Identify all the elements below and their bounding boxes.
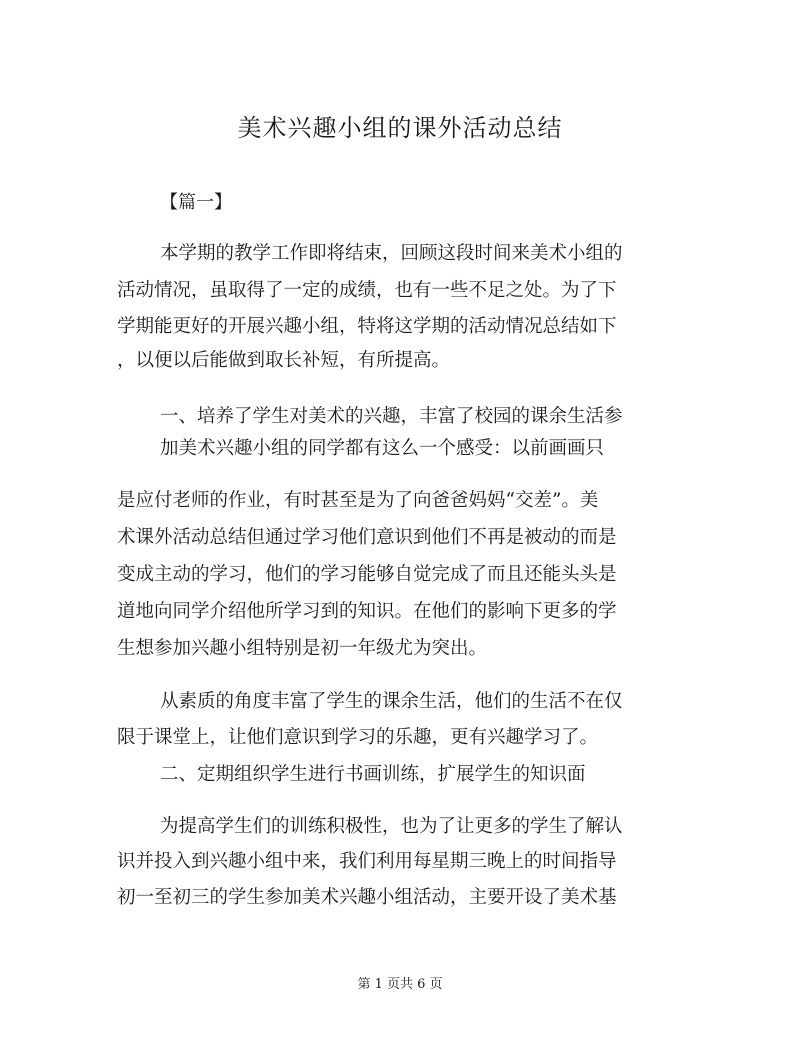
- body-line: 生想参加兴趣小组特别是初一年级尤为突出。: [117, 638, 488, 659]
- body-line: 活动情况，虽取得了一定的成绩，也有一些不足之处。为了下: [117, 280, 617, 301]
- body-line: 本学期的教学工作即将结束，回顾这段时间来美术小组的: [160, 243, 623, 264]
- body-line: 限于课堂上，让他们意识到学习的乐趣，更有兴趣学习了。: [117, 727, 599, 748]
- heading-line: 一、培养了学生对美术的兴趣，丰富了校园的课余生活参: [160, 406, 623, 427]
- body-line: 变成主动的学习，他们的学习能够自觉完成了而且还能头头是: [117, 564, 617, 585]
- body-line: 加美术兴趣小组的同学都有这么一个感受：以前画画只: [160, 438, 605, 459]
- body-line: 学期能更好的开展兴趣小组，特将这学期的活动情况总结如下: [117, 316, 617, 337]
- document-title: 美术兴趣小组的课外活动总结: [237, 114, 563, 142]
- body-line: 道地向同学介绍他所学习到的知识。在他们的影响下更多的学: [117, 601, 617, 622]
- body-line: 初一至初三的学生参加美术兴趣小组活动，主要开设了美术基: [117, 887, 617, 908]
- body-line: ，以便以后能做到取长补短，有所提高。: [117, 350, 451, 371]
- body-line: 术课外活动总结但通过学习他们意识到他们不再是被动的而是: [117, 527, 617, 548]
- body-line: 是应付老师的作业，有时甚至是为了向爸爸妈妈“交差”。美: [117, 490, 599, 511]
- section-label: 【篇一】: [160, 192, 232, 213]
- body-line: 为提高学生们的训练积极性，也为了让更多的学生了解认: [160, 816, 623, 837]
- heading-line: 二、定期组织学生进行书画训练，扩展学生的知识面: [160, 764, 586, 785]
- page-footer: 第 1 页共 6 页: [357, 977, 443, 992]
- body-line: 识并投入到兴趣小组中来，我们利用每星期三晚上的时间指导: [117, 851, 617, 872]
- body-line: 从素质的角度丰富了学生的课余生活，他们的生活不在仅: [160, 691, 623, 712]
